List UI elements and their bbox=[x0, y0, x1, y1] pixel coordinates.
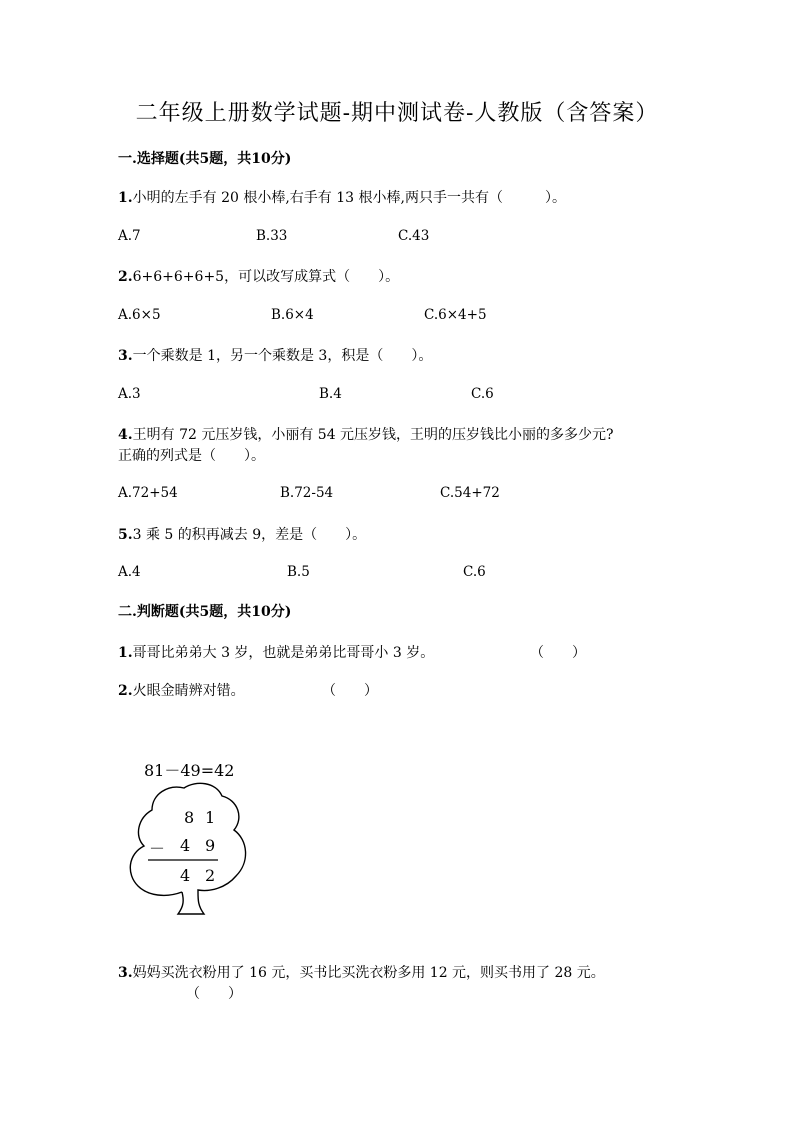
option-b: B.4 bbox=[319, 386, 342, 402]
question-number: 2. bbox=[118, 269, 133, 285]
question-number: 3. bbox=[118, 348, 133, 364]
question-text: 小明的左手有 20 根小棒,右手有 13 根小棒,两只手一共有（ ）。 bbox=[132, 190, 566, 206]
option-a: A.4 bbox=[118, 564, 141, 580]
choice-question-2 bbox=[118, 266, 399, 286]
question-text: 火眼金睛辨对错。 bbox=[132, 683, 245, 699]
section-heading-choice: 一.选择题(共5题，共10分) bbox=[118, 151, 292, 167]
digit-tens-3: 4 bbox=[180, 866, 191, 885]
minus-sign: － bbox=[149, 839, 166, 858]
choice-question-4 bbox=[118, 424, 614, 444]
question-number: 3. bbox=[118, 965, 133, 981]
answer-bracket[interactable]: （ ） bbox=[530, 645, 586, 661]
option-b: B.6×4 bbox=[271, 307, 314, 323]
option-c: C.54+72 bbox=[440, 485, 500, 501]
choice-question-1 bbox=[118, 187, 566, 207]
digit-tens-1: 8 bbox=[184, 808, 195, 827]
section-heading-judgment: 二.判断题(共5题，共10分) bbox=[118, 604, 292, 620]
question-number: 1. bbox=[118, 645, 133, 661]
tree-equation: 81－49=42 bbox=[144, 761, 235, 780]
choice-question-5 bbox=[118, 524, 366, 544]
question-text: 哥哥比弟弟大 3 岁，也就是弟弟比哥哥小 3 岁。 bbox=[132, 645, 435, 661]
question-text: 王明有 72 元压岁钱，小丽有 54 元压岁钱，王明的压岁钱比小丽的多多少元? bbox=[132, 427, 614, 443]
question-text-line2: 正确的列式是（ ）。 bbox=[118, 448, 265, 464]
digit-tens-2: 4 bbox=[180, 836, 191, 855]
option-a: A.3 bbox=[118, 386, 141, 402]
question-number: 1. bbox=[118, 190, 133, 206]
option-c: C.6 bbox=[463, 564, 486, 580]
question-number: 2. bbox=[118, 683, 133, 699]
option-c: C.6×4+5 bbox=[424, 307, 487, 323]
option-c: C.43 bbox=[398, 228, 430, 244]
option-c: C.6 bbox=[471, 386, 494, 402]
question-number: 5. bbox=[118, 527, 133, 543]
digit-ones-1: 1 bbox=[205, 808, 216, 827]
page-title: 二年级上册数学试题-期中测试卷-人教版（含答案） bbox=[135, 101, 659, 126]
option-a: A.6×5 bbox=[118, 307, 161, 323]
option-b: B.72-54 bbox=[280, 485, 334, 501]
judgment-question-1 bbox=[118, 642, 434, 662]
answer-bracket[interactable]: （ ） bbox=[186, 986, 242, 1002]
option-a: A.72+54 bbox=[118, 485, 178, 501]
question-number: 4. bbox=[118, 427, 133, 443]
question-text: 妈妈买洗衣粉用了 16 元，买书比买洗衣粉多用 12 元，则买书用了 28 元。 bbox=[132, 965, 605, 981]
option-b: B.33 bbox=[256, 228, 288, 244]
option-a: A.7 bbox=[118, 228, 141, 244]
option-b: B.5 bbox=[287, 564, 310, 580]
question-text: 6+6+6+6+5，可以改写成算式（ ）。 bbox=[132, 269, 400, 285]
choice-question-3 bbox=[118, 345, 432, 365]
digit-ones-3: 2 bbox=[205, 866, 216, 885]
question-text: 一个乘数是 1，另一个乘数是 3，积是（ ）。 bbox=[132, 348, 433, 364]
judgment-question-2 bbox=[118, 680, 245, 700]
tree-trunk bbox=[178, 892, 204, 914]
digit-ones-2: 9 bbox=[205, 836, 216, 855]
judgment-question-3 bbox=[118, 962, 605, 982]
answer-bracket[interactable]: （ ） bbox=[322, 683, 378, 699]
question-text: 3 乘 5 的积再减去 9，差是（ ）。 bbox=[132, 527, 367, 543]
